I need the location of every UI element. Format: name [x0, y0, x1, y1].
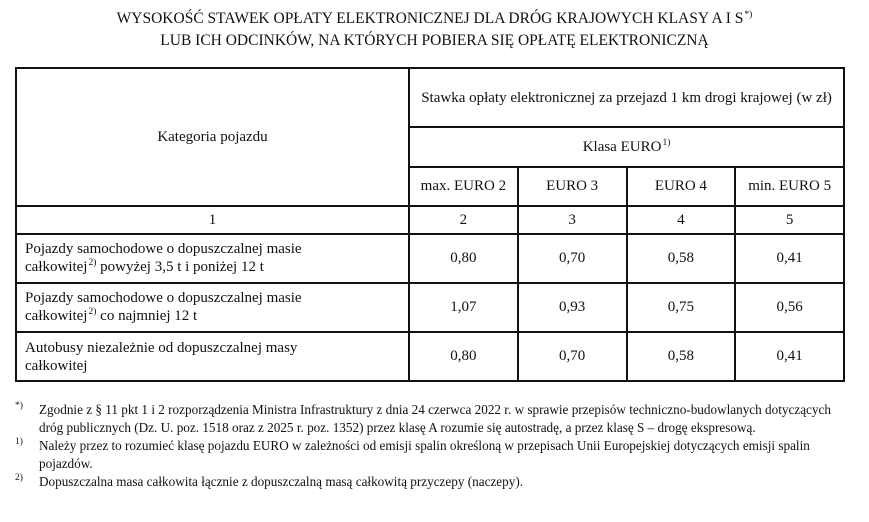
footnote-item: [15, 473, 845, 491]
vehicle-category-cell: [16, 332, 409, 381]
table-row: [16, 332, 844, 381]
euro-class-footnote-marker: 1): [662, 137, 671, 148]
footnote-text: Zgodnie z § 11 pkt 1 i 2 rozporządzenia Ministra Infrastruktury z dnia 24 czerwca 2022 r. w sprawie przepisów techniczno-budowlanych dotyczących dróg publicznych (Dz. U. poz. 1518 oraz z 2025 r. poz. 1352) przez klasę A rozumie się autostradę, a przez klasę S – drogę ekspresową.: [39, 402, 831, 435]
column-number: 3: [518, 206, 627, 234]
rate-value: 0,70: [518, 234, 627, 283]
footnote-marker: 1): [15, 437, 23, 447]
category-line-1: Pojazdy samochodowe o dopuszczalnej masie: [25, 289, 302, 306]
footnote-text: Należy przez to rozumieć klasę pojazdu EURO w zależności od emisji spalin określoną w przepisach Unii Europejskiej dotyczących emisji spalin pojazdów.: [39, 438, 810, 471]
column-number: 2: [409, 206, 518, 234]
vehicle-category-cell: [16, 283, 409, 332]
table-row: [16, 283, 844, 332]
rate-value: 0,56: [735, 283, 844, 332]
rate-value: 0,70: [518, 332, 627, 381]
document-title: [0, 9, 869, 51]
rate-value: 0,80: [409, 332, 518, 381]
footnote-text: Dopuszczalna masa całkowita łącznie z dopuszczalną masą całkowitą przyczepy (naczepy).: [39, 474, 524, 489]
category-line-2b: powyżej 3,5 t i poniżej 12 t: [96, 258, 264, 275]
title-line-1: [0, 9, 869, 31]
column-number: 4: [627, 206, 736, 234]
rate-header: [409, 68, 844, 127]
euro-class-header: [409, 127, 844, 167]
category-line-2a: całkowitej: [25, 307, 88, 324]
rate-value: 0,58: [627, 234, 736, 283]
category-line-2a: całkowitej: [25, 357, 88, 374]
euro-column-header: min. EURO 5: [735, 167, 844, 206]
category-footnote-marker: 2): [88, 306, 97, 317]
header-row-rate: [16, 68, 844, 127]
euro-column-header: EURO 3: [518, 167, 627, 206]
rate-value: 0,75: [627, 283, 736, 332]
table-row: [16, 234, 844, 283]
column-number-row: [16, 206, 844, 234]
euro-class-header-text: Klasa EURO: [582, 138, 662, 155]
rate-value: 0,80: [409, 234, 518, 283]
title-line-2: LUB ICH ODCINKÓW, NA KTÓRYCH POBIERA SIĘ OPŁATĘ ELEKTRONICZNĄ: [160, 32, 709, 49]
rate-value: 0,58: [627, 332, 736, 381]
category-line-1: Pojazdy samochodowe o dopuszczalnej masie: [25, 240, 302, 257]
rate-header-text: Stawka opłaty elektronicznej za przejazd 1 km drogi krajowej (w zł): [421, 89, 832, 106]
category-header: Kategoria pojazdu: [16, 68, 409, 206]
title-line-1-text: WYSOKOŚĆ STAWEK OPŁATY ELEKTRONICZNEJ DLA DRÓG KRAJOWYCH KLASY A I S: [116, 10, 744, 27]
footnote-item: [15, 401, 845, 436]
euro-column-header: max. EURO 2: [409, 167, 518, 206]
rate-value: 0,41: [735, 234, 844, 283]
rate-value: 0,93: [518, 283, 627, 332]
footnotes: [15, 401, 845, 492]
footnote-marker: *): [15, 401, 23, 411]
category-line-2a: całkowitej: [25, 258, 88, 275]
column-number: 1: [16, 206, 409, 234]
category-footnote-marker: 2): [88, 257, 97, 268]
column-number: 5: [735, 206, 844, 234]
title-footnote-marker: *): [744, 10, 753, 20]
rate-value: 1,07: [409, 283, 518, 332]
vehicle-category-cell: [16, 234, 409, 283]
euro-column-header: EURO 4: [627, 167, 736, 206]
toll-rates-table: [15, 67, 845, 382]
category-line-1: Autobusy niezależnie od dopuszczalnej masy: [25, 339, 298, 356]
footnote-item: [15, 437, 845, 472]
rate-value: 0,41: [735, 332, 844, 381]
footnote-marker: 2): [15, 473, 23, 483]
category-line-2b: co najmniej 12 t: [96, 307, 198, 324]
